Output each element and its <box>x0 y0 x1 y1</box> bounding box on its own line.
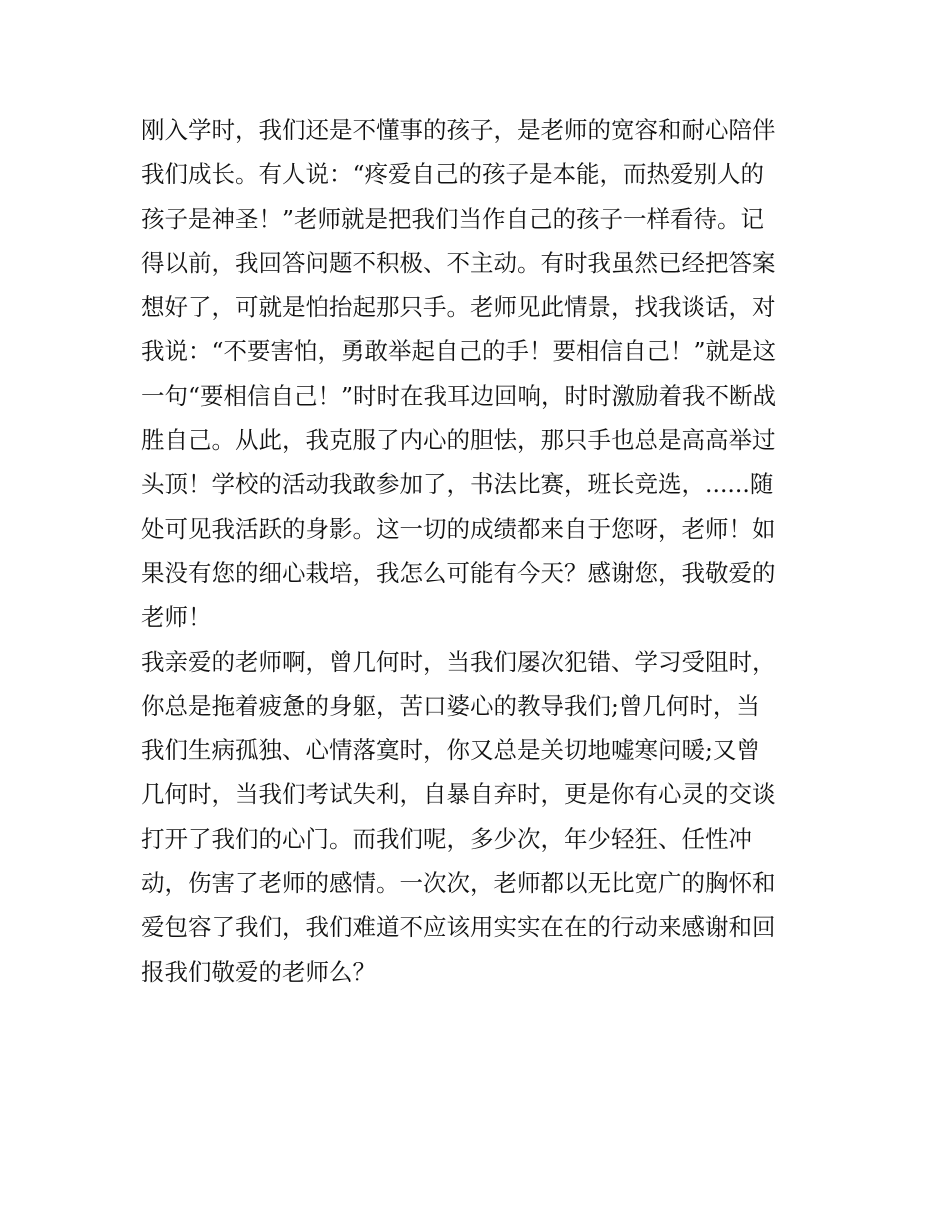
text-line: 老师！ <box>141 603 212 632</box>
text-line: 果没有您的细心栽培，我怎么可能有今天？感谢您，我敬爱的 <box>141 558 776 587</box>
text-line: 动，伤害了老师的感情。一次次，老师都以无比宽广的胸怀和 <box>141 869 776 898</box>
text-line: 我们成长。有人说：“疼爱自己的孩子是本能，而热爱别人的 <box>141 160 765 189</box>
text-line: 孩子是神圣！”老师就是把我们当作自己的孩子一样看待。记 <box>141 204 765 233</box>
text-line: 刚入学时，我们还是不懂事的孩子，是老师的宽容和耐心陪伴 <box>141 116 776 144</box>
text-line: 我说：“不要害怕，勇敢举起自己的手！要相信自己！”就是这 <box>141 337 777 366</box>
body-text <box>141 108 821 994</box>
text-line: 胜自己。从此，我克服了内心的胆怯，那只手也总是高高举过 <box>141 426 776 455</box>
text-line: 一句“要相信自己！”时时在我耳边回响，时时激励着我不断战 <box>141 381 777 410</box>
text-line: 我们生病孤独、心情落寞时，你又总是关切地嘘寒问暖;又曾 <box>141 736 760 765</box>
text-line: 得以前，我回答问题不积极、不主动。有时我虽然已经把答案 <box>141 248 776 277</box>
text-line: 想好了，可就是怕抬起那只手。老师见此情景，找我谈话，对 <box>141 293 776 322</box>
text-line: 你总是拖着疲惫的身躯，苦口婆心的教导我们;曾几何时，当 <box>141 691 760 720</box>
text-line: 我亲爱的老师啊，曾几何时，当我们屡次犯错、学习受阻时， <box>141 647 776 676</box>
text-line: 报我们敬爱的老师么？ <box>141 957 376 986</box>
text-line: 打开了我们的心门。而我们呢，多少次，年少轻狂、任性冲 <box>141 824 752 853</box>
text-line: 爱包容了我们，我们难道不应该用实实在在的行动来感谢和回 <box>141 913 776 942</box>
text-line: 处可见我活跃的身影。这一切的成绩都来自于您呀，老师！如 <box>141 514 776 543</box>
text-line: 几何时，当我们考试失利，自暴自弃时，更是你有心灵的交谈 <box>141 780 776 809</box>
text-line: 头顶！学校的活动我敢参加了，书法比赛，班长竞选，......随 <box>141 470 774 499</box>
